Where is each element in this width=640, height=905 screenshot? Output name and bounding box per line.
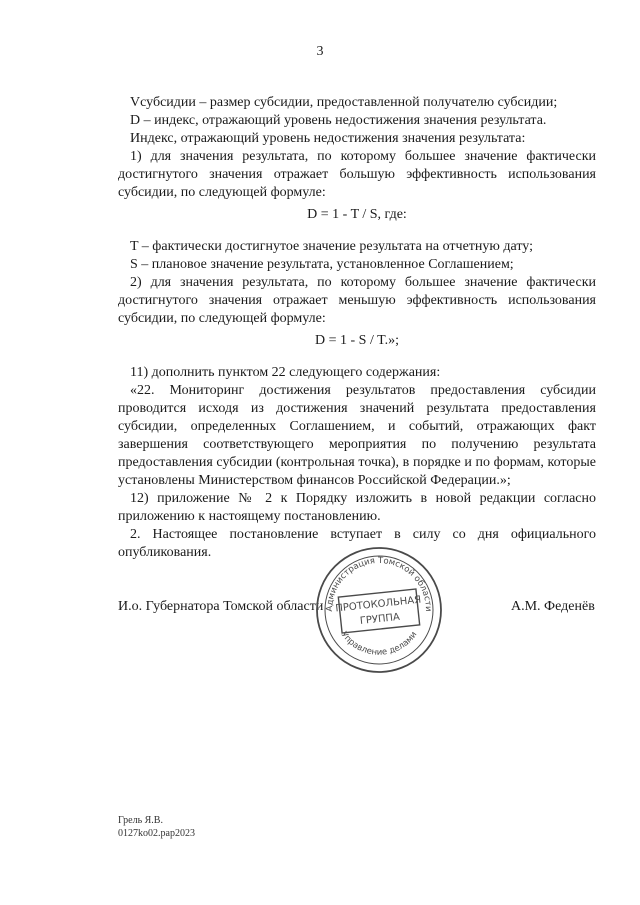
paragraph-index-heading: Индекс, отражающий уровень недостижения значения результата: [130,131,526,146]
paragraph-vsubsidy: Vсубсидии – размер субсидии, предоставленной получателю субсидии; [130,95,558,110]
signatory-name: А.М. Феденёв [511,599,595,614]
signatory-position: И.о. Губернатора Томской области [118,599,324,614]
footer [118,814,195,840]
text-block-c [118,364,596,562]
page-number: 3 [316,44,324,59]
paragraph-case-1: 1) для значения результата, по которому большее значение фактически достигнутого значения отражает большую эффективность использования субсидии, по следующей формуле: [118,149,596,200]
paragraph-effective: 2. Настоящее постановление вступает в силу со дня официального опубликования. [118,527,596,560]
stamp-center-line1: ПРОТОКОЛЬНАЯ [334,594,422,615]
formula-block-1 [118,206,596,224]
formula-block-2 [118,332,596,350]
stamp-center-line2: ГРУППА [359,611,401,628]
official-stamp [314,545,444,675]
footer-author: Грель Я.В. [118,815,163,826]
stamp-ring-top-text: Администрация Томской области [324,555,434,612]
formula-2: D = 1 - S / T.»; [315,333,399,348]
paragraph-s-def: S – плановое значение результата, установленное Соглашением; [130,257,514,272]
text-block-b [118,238,596,328]
footer-file-code: 0127ko02.pap2023 [118,828,195,839]
text-block-a [118,94,596,202]
paragraph-item-11: 11) дополнить пунктом 22 следующего содержания: [130,365,441,380]
stamp-ring-bottom-text: Управление делами [338,629,420,658]
paragraph-d-index: D – индекс, отражающий уровень недостижения значения результата. [130,113,547,128]
paragraph-item-12: 12) приложение № 2 к Порядку изложить в новой редакции согласно приложению к настоящему постановлению. [118,491,596,524]
formula-1: D = 1 - T / S, где: [307,207,407,222]
paragraph-case-2: 2) для значения результата, по которому большее значение фактически достигнутого значения отражает меньшую эффективность использования субсидии, по следующей формуле: [118,275,596,326]
paragraph-item-22: «22. Мониторинг достижения результатов предоставления субсидии проводится исходя из достижения значений результата предоставления субсидии, определенных Соглашением, и событий, отражающих факт завершения соответствующего мероприятия по получению результата предоставления субсидии (контрольная точка), в порядке и по формам, которые установлены Министерством финансов Российской Федерации.»; [118,383,596,488]
paragraph-t-def: T – фактически достигнутое значение результата на отчетную дату; [130,239,533,254]
